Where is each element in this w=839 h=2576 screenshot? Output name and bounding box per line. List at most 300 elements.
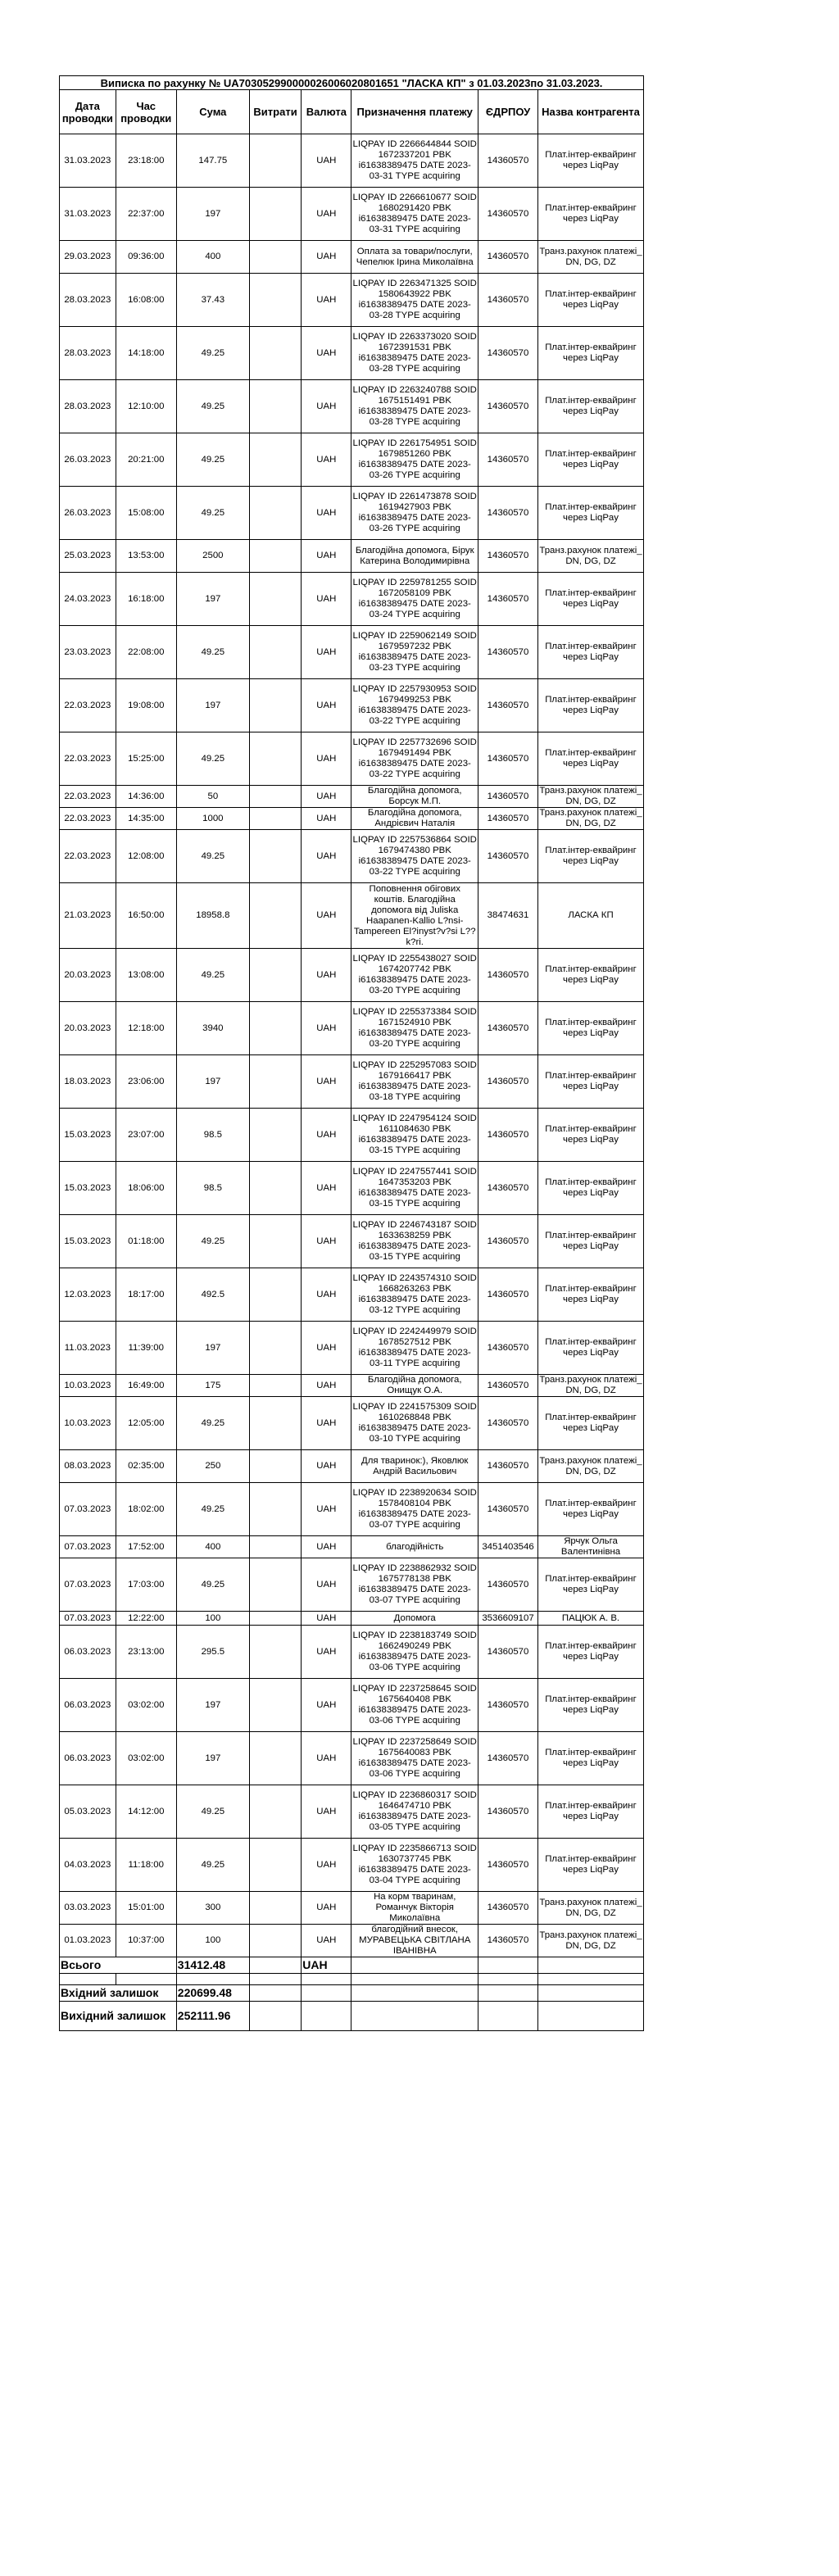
row-date: 31.03.2023 <box>60 134 116 188</box>
row-counterparty: ПАЦЮК А. В. <box>538 1612 644 1626</box>
table-row <box>60 1162 644 1215</box>
row-time: 23:07:00 <box>116 1109 176 1162</box>
row-currency: UAH <box>302 1679 351 1732</box>
row-date: 10.03.2023 <box>60 1375 116 1397</box>
row-expenses <box>249 1450 301 1483</box>
row-edrpou: 14360570 <box>478 573 538 626</box>
row-purpose: На корм тваринам, Романчук Вікторія Миколаївна <box>351 1892 478 1925</box>
row-time: 23:18:00 <box>116 134 176 188</box>
row-time: 16:08:00 <box>116 274 176 327</box>
row-time: 11:39:00 <box>116 1322 176 1375</box>
row-date: 12.03.2023 <box>60 1268 116 1322</box>
row-expenses <box>249 883 301 949</box>
row-edrpou: 14360570 <box>478 1732 538 1785</box>
row-date: 01.03.2023 <box>60 1925 116 1957</box>
row-edrpou: 14360570 <box>478 1397 538 1450</box>
row-time: 22:08:00 <box>116 626 176 679</box>
row-expenses <box>249 732 301 786</box>
table-row <box>60 1536 644 1558</box>
row-date: 05.03.2023 <box>60 1785 116 1839</box>
row-currency: UAH <box>302 1109 351 1162</box>
row-purpose: LIQPAY ID 2257536864 SOID 1679474380 PBK i61638389475 DATE 2023-03-22 TYPE acquiring <box>351 830 478 883</box>
row-expenses <box>249 1892 301 1925</box>
table-row <box>60 327 644 380</box>
row-expenses <box>249 830 301 883</box>
row-currency: UAH <box>302 1732 351 1785</box>
row-date: 08.03.2023 <box>60 1450 116 1483</box>
row-sum: 49.25 <box>176 327 249 380</box>
row-counterparty: Плат.інтер-еквайринг через LiqPay <box>538 327 644 380</box>
outgoing-balance-label: Вихідний залишок <box>60 2002 177 2031</box>
row-counterparty: Плат.інтер-еквайринг через LiqPay <box>538 1268 644 1322</box>
row-edrpou: 14360570 <box>478 380 538 433</box>
row-time: 14:36:00 <box>116 786 176 808</box>
row-expenses <box>249 679 301 732</box>
row-sum: 300 <box>176 1892 249 1925</box>
row-time: 18:02:00 <box>116 1483 176 1536</box>
row-currency: UAH <box>302 1450 351 1483</box>
row-currency: UAH <box>302 949 351 1002</box>
row-date: 28.03.2023 <box>60 380 116 433</box>
row-time: 12:22:00 <box>116 1612 176 1626</box>
total-currency: UAH <box>302 1957 351 1974</box>
table-row <box>60 1612 644 1626</box>
row-counterparty: Транз.рахунок платежі_ DN, DG, DZ <box>538 1892 644 1925</box>
row-purpose: LIQPAY ID 2266610677 SOID 1680291420 PBK i61638389475 DATE 2023-03-31 TYPE acquiring <box>351 188 478 241</box>
row-sum: 49.25 <box>176 380 249 433</box>
row-counterparty: Плат.інтер-еквайринг через LiqPay <box>538 1162 644 1215</box>
row-counterparty: Транз.рахунок платежі_ DN, DG, DZ <box>539 808 642 828</box>
total-expenses <box>249 1957 301 1974</box>
row-expenses <box>249 1322 301 1375</box>
row-counterparty: Плат.інтер-еквайринг через LiqPay <box>538 1055 644 1109</box>
row-date: 28.03.2023 <box>60 327 116 380</box>
row-time: 14:35:00 <box>116 808 176 830</box>
row-purpose: Оплата за товари/послуги, Чепелюк Ірина Миколаївна <box>351 241 478 274</box>
row-expenses <box>249 1679 301 1732</box>
row-counterparty: Транз.рахунок платежі_ DN, DG, DZ <box>538 1450 644 1483</box>
row-expenses <box>249 1055 301 1109</box>
row-date: 31.03.2023 <box>60 188 116 241</box>
row-currency: UAH <box>302 1626 351 1679</box>
row-currency: UAH <box>302 1322 351 1375</box>
row-counterparty: Плат.інтер-еквайринг через LiqPay <box>538 626 644 679</box>
table-row <box>60 1483 644 1536</box>
row-time: 19:08:00 <box>116 679 176 732</box>
row-purpose: LIQPAY ID 2259062149 SOID 1679597232 PBK i61638389475 DATE 2023-03-23 TYPE acquiring <box>351 626 478 679</box>
table-row <box>60 732 644 786</box>
row-counterparty: Плат.інтер-еквайринг через LiqPay <box>538 1558 644 1612</box>
table-row <box>60 830 644 883</box>
row-expenses <box>249 1925 301 1957</box>
table-row <box>60 573 644 626</box>
row-counterparty: Плат.інтер-еквайринг через LiqPay <box>538 380 644 433</box>
row-date: 18.03.2023 <box>60 1055 116 1109</box>
row-counterparty: Плат.інтер-еквайринг через LiqPay <box>538 732 644 786</box>
row-expenses <box>249 241 301 274</box>
row-sum: 197 <box>176 1322 249 1375</box>
row-expenses <box>249 1839 301 1892</box>
row-counterparty: Плат.інтер-еквайринг через LiqPay <box>538 433 644 487</box>
header-currency: Валюта <box>302 90 351 134</box>
table-row <box>60 1002 644 1055</box>
row-edrpou: 14360570 <box>478 540 538 573</box>
row-counterparty: Плат.інтер-еквайринг через LiqPay <box>538 1785 644 1839</box>
table-row <box>60 949 644 1002</box>
row-edrpou: 14360570 <box>478 1002 538 1055</box>
row-sum: 197 <box>176 573 249 626</box>
row-expenses <box>249 1268 301 1322</box>
row-date: 24.03.2023 <box>60 573 116 626</box>
row-currency: UAH <box>302 626 351 679</box>
row-sum: 197 <box>176 188 249 241</box>
row-expenses <box>249 540 301 573</box>
row-purpose: LIQPAY ID 2261473878 SOID 1619427903 PBK i61638389475 DATE 2023-03-26 TYPE acquiring <box>351 487 478 540</box>
row-sum: 50 <box>176 786 249 808</box>
row-sum: 49.25 <box>176 1483 249 1536</box>
row-expenses <box>249 1162 301 1215</box>
table-row <box>60 808 644 830</box>
row-edrpou: 14360570 <box>478 1839 538 1892</box>
table-row <box>60 1732 644 1785</box>
row-time: 12:05:00 <box>116 1397 176 1450</box>
row-currency: UAH <box>302 679 351 732</box>
row-edrpou: 14360570 <box>478 1055 538 1109</box>
row-time: 20:21:00 <box>116 433 176 487</box>
row-edrpou: 14360570 <box>478 1626 538 1679</box>
row-expenses <box>249 327 301 380</box>
row-purpose: LIQPAY ID 2263471325 SOID 1580643922 PBK i61638389475 DATE 2023-03-28 TYPE acquiring <box>351 274 478 327</box>
row-date: 20.03.2023 <box>60 949 116 1002</box>
row-expenses <box>249 1397 301 1450</box>
table-row <box>60 1925 644 1957</box>
row-counterparty: Плат.інтер-еквайринг через LiqPay <box>538 1679 644 1732</box>
row-edrpou: 14360570 <box>478 1109 538 1162</box>
row-purpose: благодійність <box>351 1536 478 1558</box>
row-date: 04.03.2023 <box>60 1839 116 1892</box>
row-date: 26.03.2023 <box>60 487 116 540</box>
row-date: 06.03.2023 <box>60 1732 116 1785</box>
row-edrpou: 38474631 <box>478 883 538 949</box>
row-date: 22.03.2023 <box>60 830 116 883</box>
table-row <box>60 883 644 949</box>
row-time: 12:18:00 <box>116 1002 176 1055</box>
incoming-balance-value: 220699.48 <box>176 1985 249 2002</box>
row-currency: UAH <box>302 1536 351 1558</box>
row-edrpou: 14360570 <box>478 1483 538 1536</box>
row-time: 09:36:00 <box>116 241 176 274</box>
row-edrpou: 14360570 <box>478 1785 538 1839</box>
row-edrpou: 3536609107 <box>478 1612 538 1626</box>
row-counterparty: Плат.інтер-еквайринг через LiqPay <box>538 1109 644 1162</box>
row-date: 22.03.2023 <box>60 679 116 732</box>
row-sum: 49.25 <box>176 732 249 786</box>
row-date: 06.03.2023 <box>60 1679 116 1732</box>
row-purpose: LIQPAY ID 2237258649 SOID 1675640083 PBK i61638389475 DATE 2023-03-06 TYPE acquiring <box>351 1732 478 1785</box>
total-row <box>60 1957 644 1974</box>
table-row <box>60 274 644 327</box>
row-sum: 49.25 <box>176 830 249 883</box>
row-counterparty: Плат.інтер-еквайринг через LiqPay <box>538 1839 644 1892</box>
table-row <box>60 1322 644 1375</box>
row-date: 28.03.2023 <box>60 274 116 327</box>
row-edrpou: 14360570 <box>478 679 538 732</box>
row-edrpou: 14360570 <box>478 1162 538 1215</box>
row-sum: 49.25 <box>176 1558 249 1612</box>
row-currency: UAH <box>302 1002 351 1055</box>
row-sum: 197 <box>176 1055 249 1109</box>
row-currency: UAH <box>302 1375 351 1397</box>
table-row <box>60 540 644 573</box>
row-time: 12:10:00 <box>116 380 176 433</box>
row-sum: 3940 <box>176 1002 249 1055</box>
header-edrpou: ЄДРПОУ <box>478 90 538 134</box>
table-row <box>60 433 644 487</box>
row-sum: 400 <box>176 1536 249 1558</box>
row-counterparty: ЛАСКА КП <box>538 883 644 949</box>
row-expenses <box>249 1002 301 1055</box>
row-purpose: LIQPAY ID 2242449979 SOID 1678527512 PBK i61638389475 DATE 2023-03-11 TYPE acquiring <box>351 1322 478 1375</box>
row-expenses <box>249 1109 301 1162</box>
row-sum: 37.43 <box>176 274 249 327</box>
row-edrpou: 14360570 <box>478 808 538 830</box>
row-time: 02:35:00 <box>116 1450 176 1483</box>
row-currency: UAH <box>302 1483 351 1536</box>
table-row <box>60 380 644 433</box>
row-date: 22.03.2023 <box>60 786 116 808</box>
row-currency: UAH <box>302 380 351 433</box>
row-currency: UAH <box>302 188 351 241</box>
row-expenses <box>249 380 301 433</box>
table-row <box>60 1679 644 1732</box>
row-expenses <box>249 487 301 540</box>
row-date: 07.03.2023 <box>60 1558 116 1612</box>
row-currency: UAH <box>302 274 351 327</box>
row-sum: 18958.8 <box>176 883 249 949</box>
row-counterparty: Плат.інтер-еквайринг через LiqPay <box>538 274 644 327</box>
row-sum: 492.5 <box>176 1268 249 1322</box>
row-counterparty: Плат.інтер-еквайринг через LiqPay <box>538 573 644 626</box>
row-expenses <box>249 433 301 487</box>
row-expenses <box>249 626 301 679</box>
row-edrpou: 14360570 <box>478 241 538 274</box>
row-expenses <box>249 1626 301 1679</box>
row-counterparty: Плат.інтер-еквайринг через LiqPay <box>538 1322 644 1375</box>
row-sum: 98.5 <box>176 1162 249 1215</box>
row-purpose: благодійний внесок, МУРАВЕЦЬКА СВІТЛАНА ІВАНІВНА <box>351 1925 478 1957</box>
row-date: 06.03.2023 <box>60 1626 116 1679</box>
row-date: 03.03.2023 <box>60 1892 116 1925</box>
row-edrpou: 14360570 <box>478 433 538 487</box>
row-sum: 49.25 <box>176 433 249 487</box>
incoming-balance-row <box>60 1985 644 2002</box>
row-expenses <box>249 274 301 327</box>
row-sum: 2500 <box>176 540 249 573</box>
row-time: 23:06:00 <box>116 1055 176 1109</box>
row-edrpou: 14360570 <box>478 1679 538 1732</box>
row-time: 16:50:00 <box>116 883 176 949</box>
row-edrpou: 14360570 <box>478 134 538 188</box>
row-purpose: Допомога <box>351 1612 478 1626</box>
row-counterparty: Плат.інтер-еквайринг через LiqPay <box>538 1215 644 1268</box>
row-date: 29.03.2023 <box>60 241 116 274</box>
transaction-rows <box>60 134 644 1957</box>
row-edrpou: 14360570 <box>478 949 538 1002</box>
spacer-row <box>60 1974 644 1985</box>
row-time: 15:08:00 <box>116 487 176 540</box>
row-currency: UAH <box>302 732 351 786</box>
row-purpose: LIQPAY ID 2237258645 SOID 1675640408 PBK i61638389475 DATE 2023-03-06 TYPE acquiring <box>351 1679 478 1732</box>
row-currency: UAH <box>302 808 351 830</box>
row-currency: UAH <box>302 1162 351 1215</box>
row-time: 12:08:00 <box>116 830 176 883</box>
row-time: 13:08:00 <box>116 949 176 1002</box>
row-purpose: LIQPAY ID 2241575309 SOID 1610268848 PBK i61638389475 DATE 2023-03-10 TYPE acquiring <box>351 1397 478 1450</box>
table-row <box>60 1450 644 1483</box>
outgoing-balance-value: 252111.96 <box>176 2002 249 2031</box>
table-row <box>60 1109 644 1162</box>
row-expenses <box>249 1785 301 1839</box>
row-expenses <box>249 1558 301 1612</box>
row-date: 11.03.2023 <box>60 1322 116 1375</box>
table-row <box>60 786 644 808</box>
row-edrpou: 3451403546 <box>478 1536 538 1558</box>
row-purpose: LIQPAY ID 2238183749 SOID 1662490249 PBK i61638389475 DATE 2023-03-06 TYPE acquiring <box>351 1626 478 1679</box>
row-currency: UAH <box>302 241 351 274</box>
row-edrpou: 14360570 <box>478 1322 538 1375</box>
row-date: 21.03.2023 <box>60 883 116 949</box>
row-date: 26.03.2023 <box>60 433 116 487</box>
row-time: 16:49:00 <box>116 1375 176 1397</box>
row-expenses <box>249 1612 301 1626</box>
table-row <box>60 679 644 732</box>
statement-table <box>59 75 644 2031</box>
table-row <box>60 188 644 241</box>
row-edrpou: 14360570 <box>478 1558 538 1612</box>
header-expenses: Витрати <box>249 90 301 134</box>
row-purpose: Благодійна допомога, Борсук М.П. <box>351 786 478 808</box>
row-counterparty: Плат.інтер-еквайринг через LiqPay <box>538 1002 644 1055</box>
row-purpose: Благодійна допомога, Андрієвич Наталія <box>351 808 478 830</box>
row-purpose: LIQPAY ID 2238920634 SOID 1578408104 PBK i61638389475 DATE 2023-03-07 TYPE acquiring <box>351 1483 478 1536</box>
row-expenses <box>249 1536 301 1558</box>
row-currency: UAH <box>302 573 351 626</box>
row-expenses <box>249 1483 301 1536</box>
row-edrpou: 14360570 <box>478 188 538 241</box>
row-edrpou: 14360570 <box>478 327 538 380</box>
row-currency: UAH <box>302 433 351 487</box>
table-row <box>60 1055 644 1109</box>
table-row <box>60 1839 644 1892</box>
row-purpose: LIQPAY ID 2247954124 SOID 1611084630 PBK i61638389475 DATE 2023-03-15 TYPE acquiring <box>351 1109 478 1162</box>
row-purpose: LIQPAY ID 2257930953 SOID 1679499253 PBK i61638389475 DATE 2023-03-22 TYPE acquiring <box>351 679 478 732</box>
row-time: 01:18:00 <box>116 1215 176 1268</box>
row-expenses <box>249 1732 301 1785</box>
row-sum: 197 <box>176 1732 249 1785</box>
table-row <box>60 1215 644 1268</box>
row-counterparty: Транз.рахунок платежі_ DN, DG, DZ <box>538 241 644 274</box>
header-date: Дата проводки <box>60 90 116 134</box>
row-purpose: LIQPAY ID 2257732696 SOID 1679491494 PBK i61638389475 DATE 2023-03-22 TYPE acquiring <box>351 732 478 786</box>
row-sum: 98.5 <box>176 1109 249 1162</box>
row-edrpou: 14360570 <box>478 1375 538 1397</box>
row-sum: 49.25 <box>176 626 249 679</box>
row-purpose: Поповнення обігових коштів. Благодійна допомога від Juliska Haapanen-Kallio L?nsi-Tampereen El?inyst?v?si L??k?ri. <box>351 883 478 949</box>
total-sum: 31412.48 <box>176 1957 249 1974</box>
row-counterparty: Плат.інтер-еквайринг через LiqPay <box>538 1732 644 1785</box>
row-purpose: LIQPAY ID 2246743187 SOID 1633638259 PBK i61638389475 DATE 2023-03-15 TYPE acquiring <box>351 1215 478 1268</box>
incoming-balance-label: Вхідний залишок <box>60 1985 177 2002</box>
row-currency: UAH <box>302 830 351 883</box>
row-edrpou: 14360570 <box>478 1215 538 1268</box>
row-sum: 49.25 <box>176 1785 249 1839</box>
row-time: 10:37:00 <box>116 1925 176 1957</box>
row-expenses <box>249 1215 301 1268</box>
row-counterparty: Ярчук Ольга Валентинівна <box>538 1536 644 1558</box>
row-currency: UAH <box>302 1055 351 1109</box>
table-row <box>60 626 644 679</box>
row-expenses <box>249 1375 301 1397</box>
row-sum: 100 <box>176 1612 249 1626</box>
row-counterparty: Транз.рахунок платежі_ DN, DG, DZ <box>538 540 644 573</box>
row-sum: 400 <box>176 241 249 274</box>
row-time: 18:06:00 <box>116 1162 176 1215</box>
table-row <box>60 134 644 188</box>
row-counterparty: Плат.інтер-еквайринг через LiqPay <box>538 487 644 540</box>
row-date: 22.03.2023 <box>60 732 116 786</box>
row-purpose: LIQPAY ID 2238862932 SOID 1675778138 PBK i61638389475 DATE 2023-03-07 TYPE acquiring <box>351 1558 478 1612</box>
row-currency: UAH <box>302 540 351 573</box>
row-date: 07.03.2023 <box>60 1483 116 1536</box>
row-sum: 1000 <box>176 808 249 830</box>
row-time: 23:13:00 <box>116 1626 176 1679</box>
row-sum: 49.25 <box>176 1215 249 1268</box>
row-counterparty: Плат.інтер-еквайринг через LiqPay <box>538 679 644 732</box>
row-date: 10.03.2023 <box>60 1397 116 1450</box>
row-sum: 49.25 <box>176 487 249 540</box>
row-sum: 49.25 <box>176 1397 249 1450</box>
row-purpose: LIQPAY ID 2261754951 SOID 1679851260 PBK i61638389475 DATE 2023-03-26 TYPE acquiring <box>351 433 478 487</box>
row-purpose: LIQPAY ID 2263240788 SOID 1675151491 PBK i61638389475 DATE 2023-03-28 TYPE acquiring <box>351 380 478 433</box>
row-purpose: LIQPAY ID 2235866713 SOID 1630737745 PBK i61638389475 DATE 2023-03-04 TYPE acquiring <box>351 1839 478 1892</box>
row-currency: UAH <box>302 487 351 540</box>
row-purpose: LIQPAY ID 2243574310 SOID 1668263263 PBK i61638389475 DATE 2023-03-12 TYPE acquiring <box>351 1268 478 1322</box>
row-time: 03:02:00 <box>116 1679 176 1732</box>
row-date: 23.03.2023 <box>60 626 116 679</box>
row-time: 17:52:00 <box>116 1536 176 1558</box>
row-expenses <box>249 808 301 830</box>
outgoing-balance-row <box>60 2002 644 2031</box>
row-counterparty: Плат.інтер-еквайринг через LiqPay <box>538 134 644 188</box>
row-date: 07.03.2023 <box>60 1536 116 1558</box>
row-edrpou: 14360570 <box>478 1268 538 1322</box>
row-currency: UAH <box>302 1397 351 1450</box>
row-sum: 100 <box>176 1925 249 1957</box>
row-expenses <box>249 134 301 188</box>
row-currency: UAH <box>302 1268 351 1322</box>
row-counterparty: Плат.інтер-еквайринг через LiqPay <box>538 830 644 883</box>
row-date: 15.03.2023 <box>60 1215 116 1268</box>
row-time: 13:53:00 <box>116 540 176 573</box>
row-purpose: LIQPAY ID 2236860317 SOID 1646474710 PBK i61638389475 DATE 2023-03-05 TYPE acquiring <box>351 1785 478 1839</box>
table-row <box>60 1375 644 1397</box>
row-purpose: LIQPAY ID 2255373384 SOID 1671524910 PBK i61638389475 DATE 2023-03-20 TYPE acquiring <box>351 1002 478 1055</box>
row-counterparty: Плат.інтер-еквайринг через LiqPay <box>538 1397 644 1450</box>
row-currency: UAH <box>302 1839 351 1892</box>
row-time: 16:18:00 <box>116 573 176 626</box>
row-counterparty: Плат.інтер-еквайринг через LiqPay <box>538 949 644 1002</box>
table-row <box>60 1892 644 1925</box>
